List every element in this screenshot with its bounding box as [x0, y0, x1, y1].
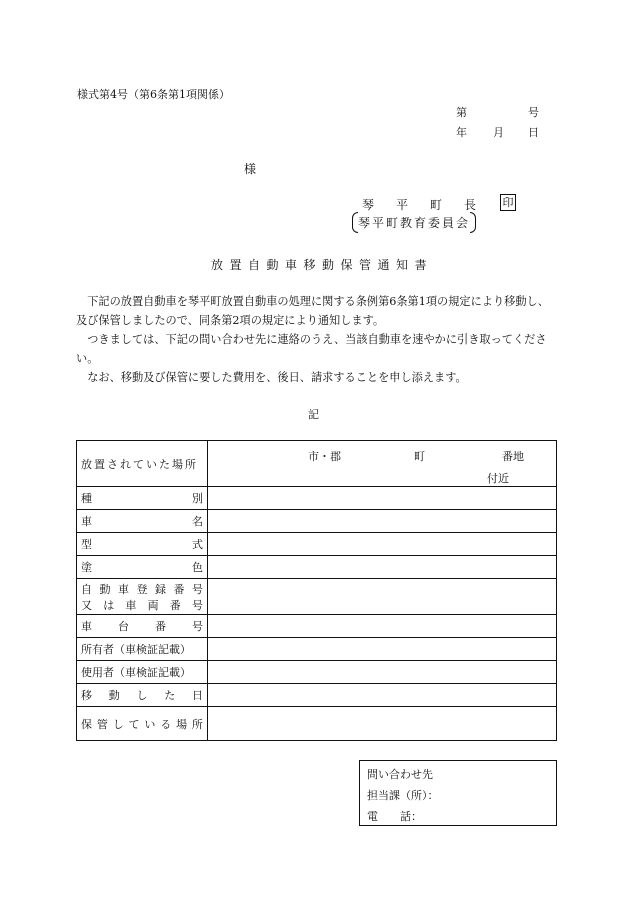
label-char: 名: [192, 515, 203, 528]
table-row-location: [77, 441, 557, 487]
location-city: 市・郡: [308, 449, 341, 463]
label-char: 又: [81, 598, 92, 612]
label-text: 所有者（車検証記載）: [81, 643, 191, 656]
location-town: 町: [414, 449, 425, 463]
label-text: [81, 490, 203, 506]
label-char: 保: [81, 717, 92, 731]
number-suffix: 号: [528, 106, 539, 119]
label-char: 台: [118, 620, 129, 633]
row-label-user: [77, 661, 208, 684]
label-char: 録: [155, 582, 166, 596]
bracket-right: [470, 212, 476, 233]
label-char: し: [136, 689, 148, 702]
label-char: る: [160, 717, 172, 731]
body-text: [76, 292, 556, 387]
sender-board: [352, 212, 476, 233]
label-text: [81, 513, 203, 529]
label-char: 登: [136, 582, 148, 596]
document-title: 放置自動車移動保管通知書: [211, 258, 434, 272]
label-text-line1: [81, 581, 203, 597]
date-month: 月: [493, 126, 504, 139]
label-char: し: [112, 717, 124, 731]
row-value-color[interactable]: [208, 556, 557, 579]
row-value-model[interactable]: [208, 533, 557, 556]
bracket-left: [352, 212, 358, 233]
board-text: 琴平町教育委員会: [358, 216, 471, 230]
inquiry-box: [359, 760, 557, 826]
seal-stamp: 印: [500, 194, 516, 211]
location-banchi: 番地: [502, 449, 524, 463]
label-char: 別: [192, 492, 203, 505]
label-char: 場: [176, 717, 188, 731]
label-char: は: [103, 598, 115, 612]
body-paragraph-2: つきましては、下記の問い合わせ先に連絡のうえ、当該自動車を速やかに引き取ってください。: [76, 333, 547, 365]
label-text: [81, 618, 203, 634]
row-label-owner: [77, 638, 208, 661]
table-row: [77, 661, 557, 684]
label-text-line2: [81, 597, 203, 613]
row-label-model: [77, 533, 208, 556]
label-char: 番: [173, 582, 185, 596]
row-label-type: [77, 487, 208, 510]
row-value-registration[interactable]: [208, 579, 557, 615]
label-char: た: [164, 689, 176, 702]
row-value-moved-date[interactable]: [208, 684, 557, 707]
label-char: 色: [192, 561, 203, 574]
label-char: 号: [191, 598, 203, 612]
label-char: い: [144, 717, 156, 731]
label-text: [81, 559, 203, 575]
date-day: 日: [528, 126, 539, 139]
ki-heading: 記: [308, 408, 319, 421]
label-char: て: [128, 717, 140, 731]
table-row: [77, 615, 557, 638]
location-fields: [212, 442, 552, 486]
label-char: 番: [169, 598, 181, 612]
location-label: [77, 441, 208, 487]
row-value-chassis[interactable]: [208, 615, 557, 638]
form-number: 様式第4号（第6条第1項関係）: [77, 88, 230, 101]
location-value[interactable]: [208, 441, 557, 487]
number-prefix: 第: [456, 106, 467, 119]
date-year: 年: [456, 126, 467, 139]
location-label-text: 放置されていた場所: [81, 457, 198, 471]
label-char: 車: [81, 515, 92, 528]
table-row: [77, 579, 557, 615]
label-text: [81, 536, 203, 552]
table-row: [77, 684, 557, 707]
label-char: 式: [192, 538, 203, 551]
inquiry-dept: 担当課（所）：: [367, 789, 439, 802]
label-char: 塗: [81, 561, 92, 574]
label-text: 使用者（車検証記載）: [81, 666, 191, 679]
label-char: 移: [81, 689, 92, 702]
row-label-chassis: [77, 615, 208, 638]
inquiry-title: 問い合わせ先: [367, 768, 433, 781]
label-char: 動: [108, 689, 120, 702]
location-near: 付近: [487, 471, 509, 485]
inquiry-phone: 電 話：: [367, 810, 422, 823]
addressee-honorific: 様: [244, 162, 257, 176]
row-value-car-name[interactable]: [208, 510, 557, 533]
label-char: 車: [125, 598, 137, 612]
label-char: 管: [96, 717, 108, 731]
body-paragraph-1: 下記の放置自動車を琴平町放置自動車の処理に関する条例第6条第1項の規定により移動し、及び保管しましたので、同条第2項の規定により通知します。: [76, 295, 549, 327]
label-char: 種: [81, 492, 92, 505]
row-label-car-name: [77, 510, 208, 533]
label-char: 番: [155, 620, 166, 633]
body-paragraph-3: なお、移動及び保管に要した費用を、後日、請求することを申し添えます。: [87, 371, 467, 384]
row-value-owner[interactable]: [208, 638, 557, 661]
row-label-color: [77, 556, 208, 579]
row-value-storage[interactable]: [208, 707, 557, 741]
label-char: 動: [99, 582, 111, 596]
row-value-user[interactable]: [208, 661, 557, 684]
label-char: 所: [191, 717, 203, 731]
table-row: [77, 510, 557, 533]
row-label-storage: [77, 707, 208, 741]
table-row: [77, 487, 557, 510]
label-char: 日: [192, 689, 203, 702]
vehicle-info-table: [76, 440, 557, 741]
label-char: 車: [118, 582, 129, 596]
table-row: [77, 556, 557, 579]
label-char: 号: [192, 582, 203, 596]
table-row: [77, 533, 557, 556]
table-row: [77, 638, 557, 661]
label-char: 号: [192, 620, 203, 633]
sender-mayor: 琴平町長: [362, 198, 499, 212]
row-label-moved-date: [77, 684, 208, 707]
table-row: [77, 707, 557, 741]
label-char: 車: [81, 620, 92, 633]
row-value-type[interactable]: [208, 487, 557, 510]
row-label-registration: [77, 579, 208, 615]
label-char: 自: [81, 582, 92, 596]
label-text: [81, 716, 203, 732]
label-text: [81, 687, 203, 703]
label-char: 両: [147, 598, 159, 612]
label-char: 型: [81, 538, 92, 551]
